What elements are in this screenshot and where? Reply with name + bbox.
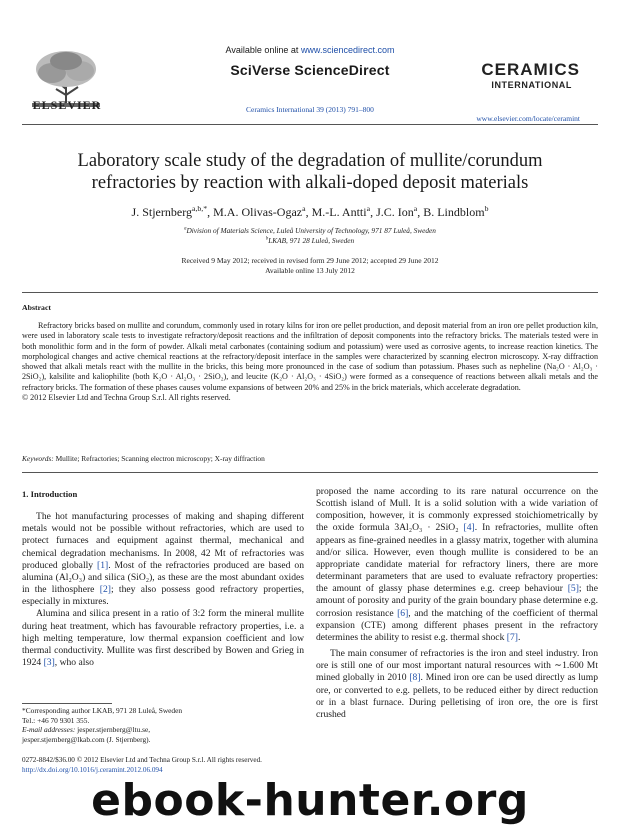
- left-column: [22, 488, 304, 669]
- journal-logo-subtitle: INTERNATIONAL: [491, 80, 572, 90]
- title-line-2: refractories by reaction with alkali-doped deposit materials: [91, 173, 529, 193]
- keywords-text: Mullite; Refractories; Scanning electron microscopy; X-ray diffraction: [55, 454, 265, 463]
- doi-link[interactable]: http://dx.doi.org/10.1016/j.ceramint.2012.06.094: [22, 766, 163, 774]
- abstract-body: [22, 321, 598, 403]
- author-affil-mark: b: [484, 204, 489, 213]
- email-link[interactable]: jesper.stjernberg@lkab.com (J. Stjernberg).: [22, 734, 151, 744]
- body-text: , and the matching of the coefficient of thermal expansion (CTE) among different phases present in the refractory determines the ability to resist e.g. thermal shock: [316, 607, 598, 643]
- body-paragraph: [316, 486, 598, 644]
- body-text: proposed the name according to its rare natural occurrence on the Scottish island of Mull. It is a solid solution with a wide variation of composition, however, it is commonly expressed stoichiometrically by the oxide formula 3Al₂O₃ · 2SiO₂: [316, 486, 598, 534]
- affiliation-a: [20, 226, 600, 236]
- journal-citation[interactable]: Ceramics International 39 (2013) 791–800: [246, 105, 374, 114]
- abstract-text: ), and leucite (: [223, 372, 274, 382]
- body-text: Alumina and silica present in a ratio of 3:2 form the mineral mullite during heat treatment, which has favourable refractory properties, i.e. a high melting temperature, low thermal expansion coefficient and low thermal conductivity. Mullite was first described by Bowen and Grieg in 1924: [22, 608, 304, 669]
- body-text: .: [517, 631, 521, 643]
- body-text: . Most of the refractories produced are based on alumina (Al₂O₃) and silica (SiO₂), as these are the most abundant oxides in the lithosphere: [22, 559, 304, 596]
- abstract-paragraph: [22, 321, 598, 393]
- email-link[interactable]: jesper.stjernberg@ltu.se,: [77, 725, 151, 735]
- sciencedirect-link[interactable]: www.sciencedirect.com: [300, 45, 395, 55]
- received-dates: Received 9 May 2012; received in revised form 29 June 2012; accepted 29 June 2012: [181, 256, 439, 265]
- article-title: [30, 150, 590, 194]
- abstract-bottom-rule: [22, 472, 598, 473]
- sciverse-brand: SciVerse ScienceDirect: [230, 62, 390, 78]
- corresponding-author-footnote: [22, 706, 312, 744]
- watermark-text: ebook-hunter.org: [91, 775, 529, 826]
- citation-link[interactable]: [5]: [567, 583, 579, 595]
- keywords-label: Keywords:: [22, 454, 54, 463]
- citation-link[interactable]: [1]: [97, 559, 109, 571]
- citation-link[interactable]: [6]: [397, 607, 409, 619]
- body-text: . In refractories, mullite often appears as fine-grained needles in a glassy matrix, together with alumina and/or silica. However, even though mullite is considered to be an appropriate candidate material for refractory liners, there are more determinant parameters that are used to evaluate refractory properties: the amount of glassy phase determines e.g. creep behaviour: [316, 522, 598, 595]
- footnote-telephone: Tel.: +46 70 9301 355.: [22, 715, 90, 725]
- affiliation-text: Division of Materials Science, Luleå University of Technology, 971 87 Luleå, Sweden: [186, 226, 436, 235]
- affiliation-text: LKAB, 971 28 Luleå, Sweden: [268, 236, 355, 245]
- header-rule: [22, 124, 598, 125]
- author-name: J. Stjernberg: [131, 205, 192, 219]
- citation-link[interactable]: [8]: [409, 672, 421, 684]
- title-line-1: Laboratory scale study of the degradation of mullite/corundum: [77, 151, 543, 171]
- copyright-line: © 2012 Elsevier Ltd and Techna Group S.r.l. All rights reserved.: [22, 393, 231, 403]
- body-text: . Mined iron ore can be used directly as lump ore, or converted to e.g. pellets, to be reduced either by direct reduction or in a blast furnace. During pelletising of iron ore, the ore is first crushed: [316, 672, 598, 720]
- author-name: M.A. Olivas-Ogaz: [213, 205, 303, 219]
- body-text: The main consumer of refractories is the iron and steel industry. Iron ore is still one of our most important natural resources with ∼1.600 Mt mined globally in 2010: [316, 648, 598, 684]
- available-online-text: Available online at: [225, 45, 299, 55]
- journal-logo-title: CERAMICS: [481, 60, 580, 79]
- abstract-heading: Abstract: [22, 303, 52, 312]
- footnote-emails: [22, 725, 312, 735]
- keywords-line: [22, 454, 265, 463]
- body-text: ; they also possess good refractory properties, especially in mixtures.: [22, 584, 304, 608]
- abstract-text: ) were formed as a consequence of reactions between alkali metals and the refractory bricks. The formation of these phases causes volume expansions of between 20% and 25% in the brick materials, which accelerate degradation.: [22, 372, 598, 392]
- section-heading: 1. Introduction: [22, 489, 78, 499]
- abstract-text: Refractory bricks based on mullite and corundum, commonly used in rotary kilns for iron ore pellet production, and deposit material from an iron ore pellet production kiln, were used in laboratory scale tests to investigate refractory/deposit reactions and the infiltration of deposit components into the refractory bricks. The materials tested were in both monolithic form and in the form of powder. Alkali metal carbonates (containing sodium and potassium) were used as corrosive agents, to increase reaction kinetics. The morphological changes and active chemical reactions at the refractory/deposit interface in the samples were characterized by scanning electron microscopy. X-ray diffraction showed that alkali metals react with the mullite in the bricks, this being more pronounced in the case of sodium than potassium. Phases such as nepheline (: [22, 321, 598, 372]
- affiliation-b: [20, 236, 600, 246]
- author-affil-mark: a: [366, 204, 371, 213]
- body-paragraph: [316, 648, 598, 721]
- body-paragraph: [22, 511, 304, 608]
- footnote-rule: [22, 703, 112, 704]
- journal-homepage-link[interactable]: www.elsevier.com/locate/ceramint: [476, 114, 580, 123]
- footnote-corresponding: *Corresponding author LKAB, 971 28 Luleå, Sweden: [22, 706, 183, 715]
- author-affil-mark: a,b,*: [191, 204, 208, 213]
- formula-kalsilite: K₂O · Al₂O₃ · 2SiO₂: [152, 372, 224, 382]
- online-date: Available online 13 July 2012: [265, 266, 355, 275]
- body-paragraph: [22, 608, 304, 669]
- citation-link[interactable]: [2]: [99, 584, 111, 596]
- author-affil-mark: a: [302, 204, 306, 213]
- affiliation-mark: a: [184, 226, 187, 232]
- affiliations: [20, 226, 600, 246]
- publisher-logo-text: ELSEVIER: [32, 98, 102, 112]
- abstract-text: ), kalsilite and kaliophilite (both: [41, 372, 153, 382]
- author-list: J. Stjernberg$^{a,b,*}$, M.A. Olivas-Ogaz$^a$, M.-L. Antti$^a$, J.C. Ion$^a$, B. Lindblom$^b$: [131, 204, 489, 219]
- email-label: E-mail addresses:: [22, 725, 76, 735]
- body-text: The hot manufacturing processes of making and shaping different metals would not be possible without refractories, which are used to protect furnaces and equipment against thermal, mechanical and chemical degradation mechanisms. In 2008, 42 Mt of refractories was produced globally: [22, 511, 304, 571]
- body-text: , who also: [54, 657, 94, 669]
- author-affil-mark: a: [413, 204, 418, 213]
- page-footer: [22, 755, 262, 775]
- author-name: M.-L. Antti: [311, 205, 367, 219]
- formula-nepheline: Na₂O · Al₂O₃ · 2SiO₂: [22, 362, 599, 382]
- citation-link[interactable]: [7]: [506, 631, 518, 643]
- formula-leucite: K₂O · Al₂O₃ · 4SiO₂: [273, 372, 345, 382]
- article-dates: [20, 256, 600, 276]
- issn-copyright: 0272-8842/$36.00 © 2012 Elsevier Ltd and Techna Group S.r.l. All rights reserved.: [22, 756, 262, 764]
- abstract-top-rule: [22, 292, 598, 293]
- author-name: J.C. Ion: [376, 205, 414, 219]
- citation-link[interactable]: [4]: [463, 522, 475, 534]
- author-name: B. Lindblom: [423, 205, 485, 219]
- affiliation-mark: b: [265, 236, 269, 242]
- availability-line: [0, 45, 620, 55]
- body-text: ; the amount of porosity and purity of the grain boundary phase determine e.g. corrosion resistance: [316, 583, 598, 619]
- right-column: [316, 486, 598, 721]
- citation-link[interactable]: [3]: [43, 657, 55, 669]
